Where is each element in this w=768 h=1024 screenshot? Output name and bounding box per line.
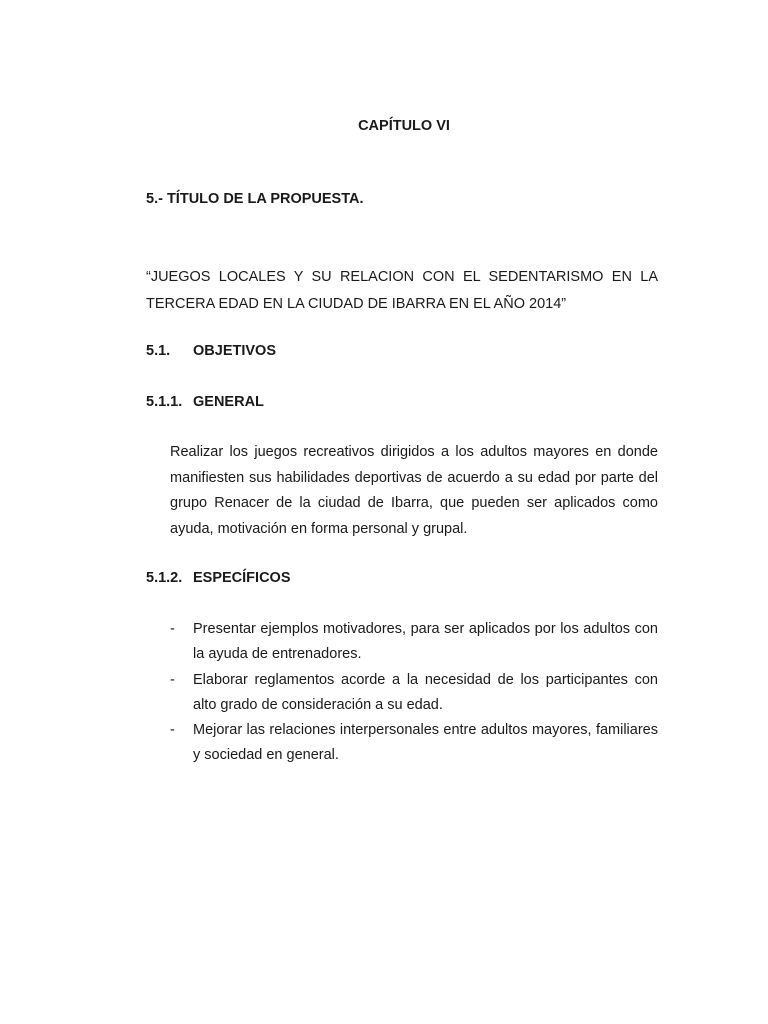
general-paragraph: Realizar los juegos recreativos dirigidos a los adultos mayores en donde manifiesten sus habilidades deportivas de acuerdo a su edad por parte del grupo Renacer de la ciudad de Ibarra, que pueden ser aplicados como ayuda, motivación en forma personal y grupal. (170, 444, 658, 537)
general-heading (146, 394, 264, 410)
list-item-text: Mejorar las relaciones interpersonales entre adultos mayores, familiares y sociedad en general. (193, 722, 658, 764)
general-label: GENERAL (193, 394, 264, 410)
specific-number: 5.1.2. (146, 570, 183, 586)
objectives-label: OBJETIVOS (193, 343, 276, 359)
specific-heading (146, 570, 291, 586)
objectives-number: 5.1. (146, 343, 171, 359)
list-item (170, 617, 658, 668)
objectives-heading (146, 343, 276, 359)
list-dash: - (170, 621, 175, 637)
list-dash: - (170, 722, 175, 739)
list-dash: - (170, 671, 175, 688)
list-item-text: Presentar ejemplos motivadores, para ser aplicados por los adultos con la ayuda de entrenadores. (193, 621, 658, 663)
list-item (170, 718, 658, 769)
section-title: 5.- TÍTULO DE LA PROPUESTA. (146, 191, 364, 207)
specific-label: ESPECÍFICOS (193, 570, 291, 586)
proposal-title: “JUEGOS LOCALES Y SU RELACION CON EL SEDENTARISMO EN LA TERCERA EDAD EN LA CIUDAD DE IBARRA EN EL AÑO 2014” (146, 269, 658, 312)
specific-objectives-list (170, 617, 658, 769)
general-number: 5.1.1. (146, 394, 183, 410)
list-item (170, 668, 658, 719)
list-item-text: Elaborar reglamentos acorde a la necesidad de los participantes con alto grado de consideración a su edad. (193, 671, 658, 713)
chapter-title: CAPÍTULO VI (358, 118, 450, 134)
